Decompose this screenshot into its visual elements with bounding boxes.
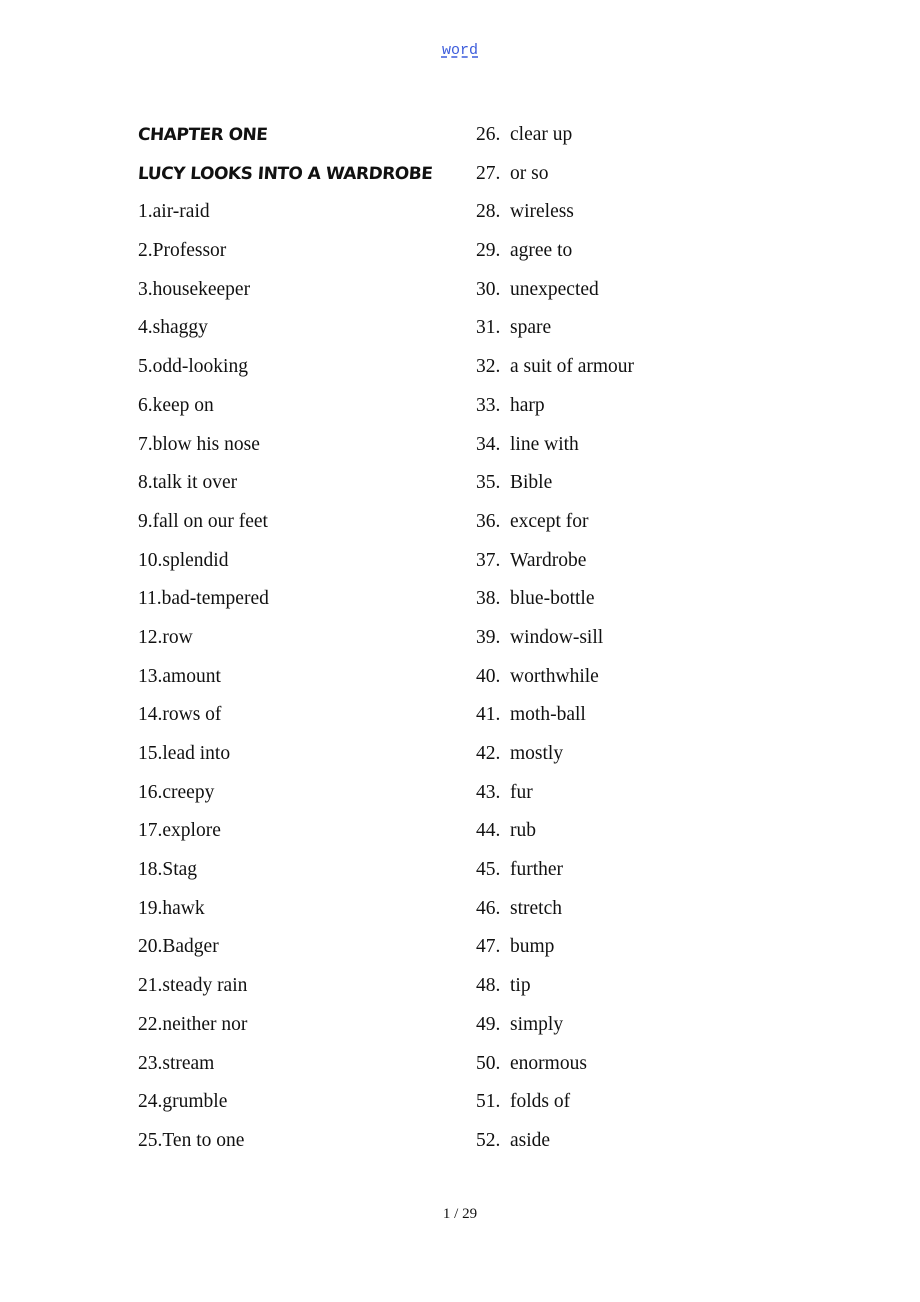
vocab-item-number: 27. [476,162,501,184]
page-header [0,41,920,59]
vocab-item [138,890,458,929]
vocab-item-text: except for [510,510,589,532]
vocab-item [476,542,796,581]
vocab-item-number: 43. [476,781,501,803]
vocab-item-text: mostly [510,743,564,764]
vocab-item [138,658,458,697]
vocab-item-text: odd-looking [152,356,248,378]
vocab-item-text: rub [510,820,536,842]
vocab-item-number: 2. [138,240,153,262]
vocab-item [138,464,458,503]
vocab-item [476,116,796,155]
vocab-item-number: 16. [138,781,163,803]
vocab-item-number: 14. [138,704,163,726]
vocab-item [138,812,458,851]
vocab-item [138,503,458,542]
vocab-item-number: 30. [476,278,501,300]
vocab-item-number: 36. [476,510,501,532]
vocab-item [138,1122,458,1161]
vocab-item-text: row [162,626,193,648]
vocab-item-text: line with [510,433,579,455]
vocab-item-text: Badger [162,936,219,958]
vocab-item-text: air-raid [152,201,210,223]
vocab-item [476,580,796,619]
vocab-item-number: 17. [138,820,163,842]
vocab-item [476,1006,796,1045]
vocab-item-number: 23. [138,1052,163,1074]
vocab-item-text: Bible [510,472,553,494]
vocab-item-number: 33. [476,394,501,416]
vocab-item-text: simply [510,1013,564,1035]
vocab-item [476,851,796,890]
vocab-item-number: 22. [138,1013,163,1035]
vocab-item-number: 39. [476,626,501,648]
vocab-item-text: bad-tempered [161,588,269,610]
vocab-item [138,696,458,735]
vocab-item-number: 28. [476,201,501,223]
vocab-item [138,193,458,232]
vocab-item-number: 19. [138,897,163,919]
vocab-item [476,309,796,348]
vocab-item-text: harp [510,394,545,416]
vocab-item [476,1122,796,1161]
vocab-item-number: 9. [138,510,153,532]
vocab-item [476,155,796,194]
vocab-item [138,232,458,271]
vocab-item-text: fur [510,781,533,803]
vocab-item [476,503,796,542]
vocab-item-number: 46. [476,897,501,919]
vocab-item-number: 8. [138,472,153,494]
vocab-item-number: 34. [476,433,501,455]
vocab-item-number: 47. [476,936,501,958]
chapter-title: CHAPTER ONE [137,125,269,145]
vocab-item-text: or so [510,162,549,184]
vocab-item-number: 44. [476,820,501,842]
vocab-item-number: 37. [476,549,501,571]
vocab-item [138,1006,458,1045]
vocab-item [476,890,796,929]
vocab-item [138,309,458,348]
vocab-item-text: talk it over [152,472,238,494]
vocab-item-number: 48. [476,975,501,997]
vocab-item-number: 42. [476,743,501,764]
vocab-item [138,774,458,813]
vocab-item-text: grumble [162,1091,228,1113]
vocab-item [138,387,458,426]
vocab-item [476,232,796,271]
vocab-item-text: Professor [152,240,227,262]
vocab-item-number: 40. [476,665,501,687]
vocab-item-text: Wardrobe [510,549,587,571]
vocab-item-text: steady rain [162,975,248,997]
vocab-list-left [138,193,458,1160]
vocab-item-number: 29. [476,240,501,262]
vocab-item [138,928,458,967]
vocab-list-right [476,116,796,1161]
vocab-item-text: stream [162,1052,215,1074]
vocab-item [138,271,458,310]
vocab-item-text: spare [510,317,552,339]
vocab-item-text: hawk [162,897,205,919]
vocab-item-text: window-sill [510,626,604,648]
vocab-item-number: 31. [476,317,501,339]
vocab-item-number: 10. [138,549,163,571]
vocab-column-right [476,116,796,1161]
vocab-item-number: 11. [138,588,162,610]
vocab-item-number: 26. [476,124,501,145]
vocab-item [476,271,796,310]
vocab-item-number: 24. [138,1091,163,1113]
vocab-item [476,967,796,1006]
vocab-item [138,580,458,619]
vocab-item [476,774,796,813]
vocab-item [476,928,796,967]
vocab-item-number: 18. [138,859,163,881]
vocab-item [476,812,796,851]
vocab-item-number: 7. [138,433,153,455]
vocab-item-text: tip [510,975,531,997]
vocab-item-number: 20. [138,936,163,958]
vocab-item-number: 38. [476,588,501,610]
vocab-item-text: rows of [162,704,222,726]
vocab-item-number: 13. [138,665,163,687]
vocab-item [476,658,796,697]
page-number: 1 / 29 [442,1206,478,1222]
vocab-item-number: 41. [476,704,501,726]
vocab-item-text: stretch [510,897,562,919]
vocab-item-text: aside [510,1129,551,1151]
vocab-item-text: further [510,859,564,881]
vocab-item [476,464,796,503]
vocab-item-number: 25. [138,1129,163,1151]
vocab-item [138,542,458,581]
vocab-item [476,619,796,658]
vocab-item-number: 1. [138,201,153,223]
vocab-item-text: neither nor [162,1013,248,1035]
vocab-item [476,193,796,232]
vocab-item [138,348,458,387]
vocab-item [138,1083,458,1122]
vocab-item-text: agree to [510,240,573,262]
vocab-item-text: explore [162,820,221,842]
vocab-item [476,1045,796,1084]
vocab-item-text: lead into [162,743,231,764]
vocab-item [138,967,458,1006]
vocab-column-left [138,116,458,1161]
vocab-item-text: creepy [162,781,215,803]
vocab-item [138,735,458,774]
vocab-item-text: keep on [152,394,214,416]
vocab-item-number: 51. [476,1091,501,1113]
vocab-item [138,426,458,465]
header-word-link[interactable]: word [441,42,478,59]
vocab-item-text: a suit of armour [510,356,635,378]
vocab-item-number: 49. [476,1013,501,1035]
vocab-item [476,426,796,465]
vocab-item-number: 52. [476,1129,501,1151]
vocab-item-text: unexpected [510,278,599,300]
vocab-item [476,735,796,774]
vocab-item-number: 5. [138,356,153,378]
vocab-item-number: 45. [476,859,501,881]
vocab-item-text: Ten to one [162,1129,245,1151]
vocab-item-number: 35. [476,472,501,494]
chapter-subtitle: LUCY LOOKS INTO A WARDROBE [137,163,433,184]
vocab-item-text: shaggy [152,317,208,339]
vocab-item-text: housekeeper [152,278,251,300]
vocab-item-text: amount [162,665,221,687]
vocab-item-text: fall on our feet [152,510,268,532]
vocab-item-text: bump [510,936,555,958]
vocab-item [138,851,458,890]
vocab-item-text: clear up [510,124,573,145]
vocab-item [476,387,796,426]
vocab-item-number: 50. [476,1052,501,1074]
vocab-item-text: moth-ball [510,704,586,726]
vocab-item-number: 3. [138,278,153,300]
vocab-item [476,1083,796,1122]
vocab-item [476,696,796,735]
vocab-item-number: 12. [138,626,163,648]
vocab-item-text: blue-bottle [510,588,595,610]
vocab-item [138,1045,458,1084]
vocab-item-number: 32. [476,356,501,378]
vocab-item-text: splendid [162,549,229,571]
vocab-item-text: worthwhile [510,665,599,687]
vocab-item [476,348,796,387]
vocab-item-number: 6. [138,394,153,416]
vocab-item-text: blow his nose [152,433,260,455]
vocab-item [138,619,458,658]
vocab-item-text: enormous [510,1052,587,1074]
vocab-item-number: 4. [138,317,153,339]
vocab-item-text: folds of [510,1091,571,1113]
vocab-item-text: Stag [162,859,198,881]
vocab-item-number: 15. [138,743,163,764]
vocab-item-number: 21. [138,975,163,997]
vocab-item-text: wireless [510,201,574,223]
